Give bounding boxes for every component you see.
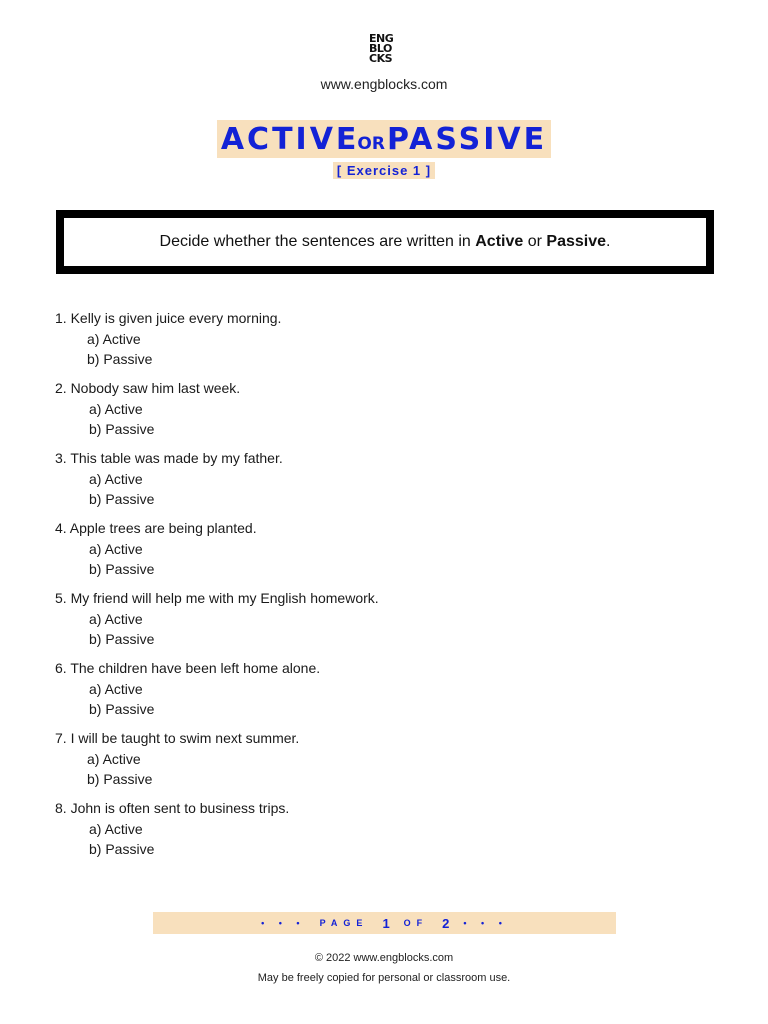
dots-left: • • • (261, 918, 306, 928)
engblocks-logo (369, 34, 401, 64)
question-item (55, 588, 705, 658)
subtitle-block (0, 162, 768, 180)
instruction-option-passive: Passive (546, 233, 607, 250)
option-b[interactable]: b) Passive (89, 491, 155, 507)
option-a[interactable]: a) Active (89, 400, 143, 417)
title-connector: OR (357, 134, 385, 154)
option-a[interactable]: a) Active (89, 610, 143, 627)
logo-line-2: BLO (369, 42, 392, 55)
instruction-box (56, 210, 714, 274)
page-current: 1 (382, 915, 390, 931)
question-prompt: 1. Kelly is given juice every morning. (55, 310, 282, 326)
option-a[interactable]: a) Active (89, 820, 143, 837)
option-a[interactable]: a) Active (87, 330, 141, 347)
dots-right: • • • (463, 918, 508, 928)
question-prompt: 2. Nobody saw him last week. (55, 380, 241, 396)
option-a[interactable]: a) Active (89, 680, 143, 697)
instruction-option-active: Active (475, 233, 524, 250)
of-label: OF (403, 918, 429, 928)
worksheet-title (217, 120, 551, 158)
page-label: PAGE (319, 918, 369, 928)
option-a[interactable]: a) Active (89, 540, 143, 557)
license-text: May be freely copied for personal or classroom use. (257, 972, 511, 984)
title-word-active: ACTIVE (220, 122, 360, 157)
question-item (55, 448, 705, 518)
option-b[interactable]: b) Passive (89, 561, 155, 577)
instruction-middle: or (523, 233, 547, 250)
exercise-label: [ Exercise 1 ] (333, 162, 435, 179)
question-item (55, 798, 705, 868)
instruction-suffix: . (606, 233, 611, 250)
option-a[interactable]: a) Active (89, 470, 143, 487)
logo-line-1: ENG (369, 32, 394, 45)
question-prompt: 8. John is often sent to business trips. (55, 800, 290, 816)
question-item (55, 378, 705, 448)
instruction-text (160, 233, 611, 251)
option-b[interactable]: b) Passive (89, 631, 155, 647)
logo-line-3: CKS (369, 52, 393, 65)
question-item (55, 728, 705, 798)
instruction-prefix: Decide whether the sentences are written in (159, 233, 476, 250)
title-word-passive: PASSIVE (386, 122, 548, 157)
copyright-text: © 2022 www.engblocks.com (314, 952, 454, 964)
option-b[interactable]: b) Passive (89, 841, 155, 857)
question-item (55, 518, 705, 588)
question-prompt: 5. My friend will help me with my English homework. (55, 590, 379, 606)
title-block (0, 120, 768, 158)
option-b[interactable]: b) Passive (89, 421, 155, 437)
question-prompt: 3. This table was made by my father. (55, 450, 283, 466)
page-indicator (153, 912, 616, 934)
option-b[interactable]: b) Passive (89, 701, 155, 717)
question-prompt: 7. I will be taught to swim next summer. (55, 730, 300, 746)
page-total: 2 (442, 915, 450, 931)
option-b[interactable]: b) Passive (87, 771, 153, 787)
site-url: www.engblocks.com (320, 76, 448, 92)
option-b[interactable]: b) Passive (87, 351, 153, 367)
question-item (55, 308, 705, 378)
question-item (55, 658, 705, 728)
question-prompt: 4. Apple trees are being planted. (55, 520, 257, 536)
question-list (55, 308, 705, 868)
question-prompt: 6. The children have been left home alone. (55, 660, 321, 676)
option-a[interactable]: a) Active (87, 750, 141, 767)
